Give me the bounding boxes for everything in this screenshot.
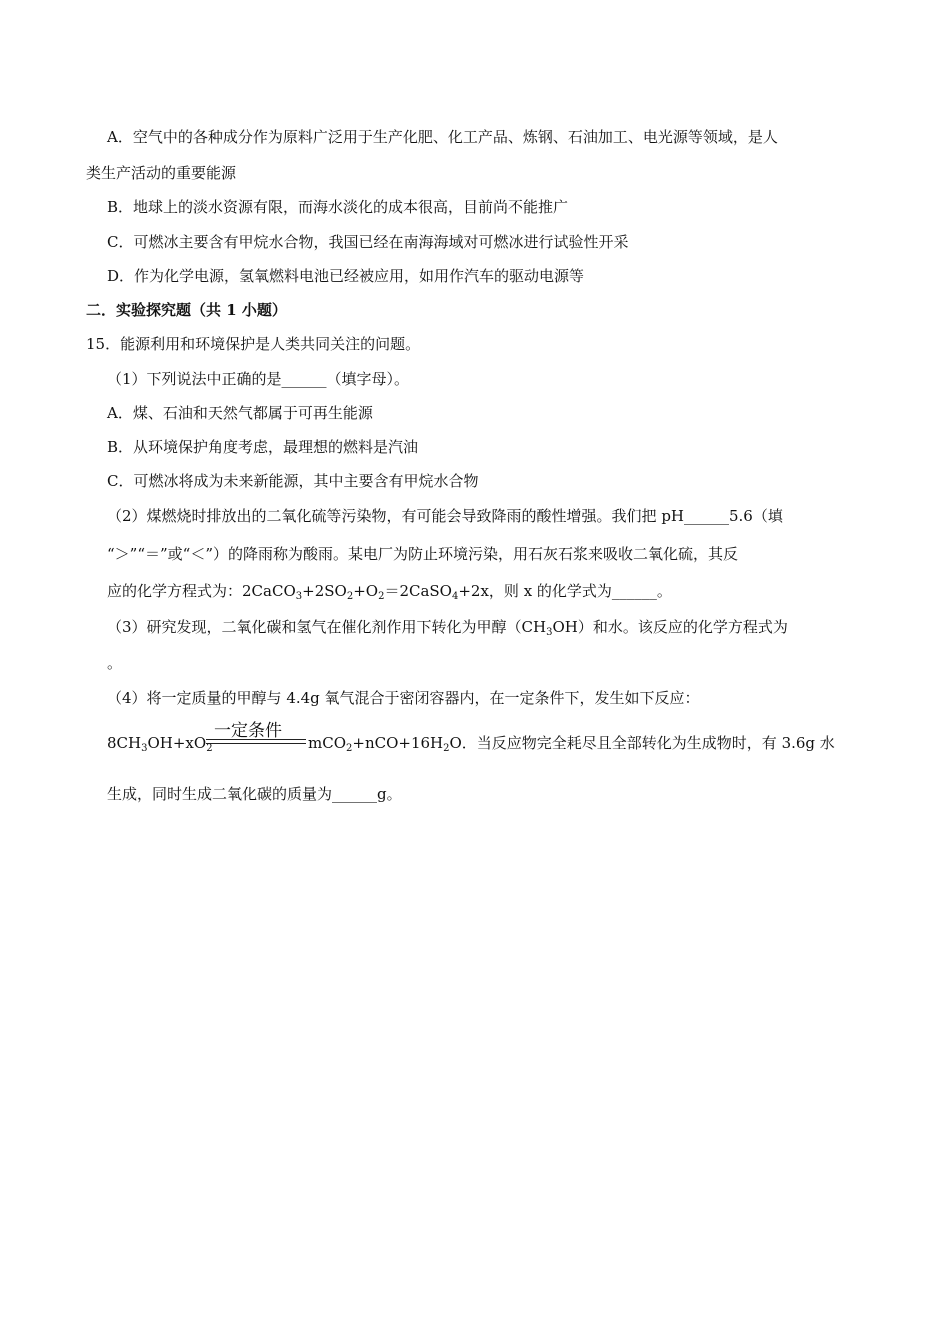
equals-bar-top: [206, 739, 306, 740]
q14-option-a-line2: 类生产活动的重要能源: [86, 164, 237, 182]
q14-option-b: B．地球上的淡水资源有限，而海水淡化的成本很高，目前尚不能推广: [107, 198, 569, 216]
q15-equation-right: $mCO_2+nCO+16H_2O$．当反应物完全耗尽且全部转化为生成物时，有 3.6g 水: [308, 734, 835, 754]
q14-option-d: D．作为化学电源，氢氧燃料电池已经被应用，如用作汽车的驱动电源等: [107, 267, 585, 285]
reaction-condition: 一定条件: [214, 721, 282, 741]
q15-option-b: B．从环境保护角度考虑，最理想的燃料是汽油: [107, 438, 419, 456]
q15-part2-line2: “＞”“＝”或“＜”）的降雨称为酸雨。某电厂为防止环境污染，用石灰石浆来吸收二氧化硫，其反: [107, 545, 739, 563]
q15-option-c: C．可燃冰将成为未来新能源，其中主要含有甲烷水合物: [107, 472, 479, 490]
q15-part3-line1: （3）研究发现，二氧化碳和氢气在催化剂作用下转化为甲醇$(CH_3OH)$和水。该反应的化学方程式为: [107, 618, 788, 638]
equals-bar-bottom: [206, 743, 306, 744]
q15-part2-line3: 应的化学方程式为：$2CaCO_3+2SO_2+O_2=2CaSO_4+2x$，则 x 的化学式为______。: [107, 582, 672, 602]
q14-option-c: C．可燃冰主要含有甲烷水合物，我国已经在南海海域对可燃冰进行试验性开采: [107, 233, 629, 251]
q15-part4-line1: （4）将一定质量的甲醇与 4.4g 氧气混合于密闭容器内，在一定条件下，发生如下反应：: [107, 689, 700, 707]
q15-part3-line2: 。: [107, 654, 123, 672]
q15-part2-line1: （2）煤燃烧时排放出的二氧化硫等污染物，有可能会导致降雨的酸性增强。我们把 pH______5.6（填: [107, 507, 783, 525]
q15-part4-line3: 生成，同时生成二氧化碳的质量为______g。: [107, 785, 402, 803]
section-title: 二．实验探究题（共 1 小题）: [86, 301, 287, 319]
q15-equation-left: $8CH_3OH+xO_2$: [107, 734, 213, 754]
q15-stem: 15．能源利用和环境保护是人类共同关注的问题。: [86, 335, 421, 353]
q15-option-a: A．煤、石油和天然气都属于可再生能源: [107, 404, 373, 422]
q15-part1: （1）下列说法中正确的是______（填字母）。: [107, 370, 410, 388]
q14-option-a-line1: A．空气中的各种成分作为原料广泛用于生产化肥、化工产品、炼钢、石油加工、电光源等领域，是人: [107, 128, 778, 146]
